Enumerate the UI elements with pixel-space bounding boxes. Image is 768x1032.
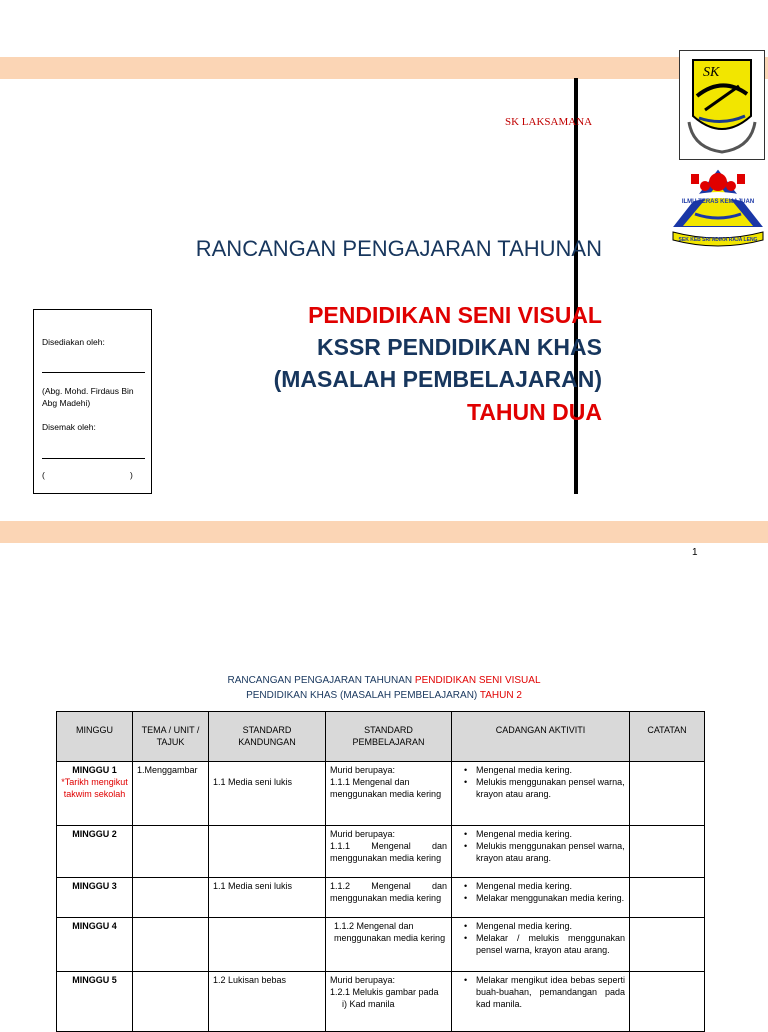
school-name: SK LAKSAMANA bbox=[505, 116, 593, 128]
activity-cell bbox=[452, 878, 630, 918]
activity-item: • Mengenal media kering. bbox=[476, 920, 625, 932]
content-standard-cell bbox=[209, 826, 326, 878]
content-standard-cell: 1.1 Media seni lukis bbox=[209, 878, 326, 918]
prepared-by-label: Disediakan oleh: bbox=[42, 337, 105, 347]
activity-cell bbox=[452, 918, 630, 972]
week-cell bbox=[57, 762, 133, 826]
week-cell: MINGGU 2 bbox=[57, 826, 133, 878]
activity-item: • Mengenal media kering. bbox=[476, 880, 625, 892]
crest-banner-text: ILMU TERAS KEMAJUAN bbox=[681, 199, 755, 205]
week-cell: MINGGU 4 bbox=[57, 918, 133, 972]
header-tema: TEMA / UNIT / TAJUK bbox=[133, 712, 209, 762]
document-title: RANCANGAN PENGAJARAN TAHUNAN bbox=[195, 236, 602, 261]
page-number: 1 bbox=[692, 547, 698, 558]
school-crest-icon bbox=[669, 166, 767, 248]
top-decorative-band bbox=[0, 57, 768, 79]
week-cell: MINGGU 3 bbox=[57, 878, 133, 918]
table-row bbox=[57, 878, 705, 918]
learning-standard-cell: 1.1.2 Mengenal dan menggunakan media kering bbox=[326, 878, 452, 918]
week-cell: MINGGU 5 bbox=[57, 972, 133, 1032]
theme-cell: 1.Menggambar bbox=[133, 762, 209, 826]
table-header-row bbox=[57, 712, 705, 762]
content-standard-cell bbox=[209, 918, 326, 972]
theme-cell bbox=[133, 972, 209, 1032]
learning-item: 1.2.1 Melukis gambar pada bbox=[330, 987, 439, 997]
learning-standard-cell: 1.1.2 Mengenal dan menggunakan media kering bbox=[326, 918, 452, 972]
school-logo-emblem-icon bbox=[687, 56, 757, 154]
section-title bbox=[0, 673, 768, 703]
notes-cell bbox=[630, 918, 705, 972]
signature-line-checker bbox=[42, 458, 145, 459]
table-row bbox=[57, 918, 705, 972]
activity-cell bbox=[452, 826, 630, 878]
subject-line-4: TAHUN DUA bbox=[466, 399, 602, 425]
preparer-box bbox=[33, 309, 152, 494]
header-standard-pembelajaran: STANDARD PEMBELAJARAN bbox=[326, 712, 452, 762]
notes-cell bbox=[630, 878, 705, 918]
logo-text: SK bbox=[703, 65, 720, 80]
notes-cell bbox=[630, 762, 705, 826]
header-catatan: CATATAN bbox=[630, 712, 705, 762]
subject-line-1: PENDIDIKAN SENI VISUAL bbox=[308, 302, 602, 328]
learning-subitem: i) Kad manila bbox=[342, 999, 395, 1009]
signature-line-preparer bbox=[42, 372, 145, 373]
header-cadangan-aktiviti: CADANGAN AKTIVITI bbox=[452, 712, 630, 762]
section-title-line2-b: TAHUN 2 bbox=[479, 690, 522, 701]
checker-open-paren: ( bbox=[42, 470, 45, 480]
content-standard-cell: 1.2 Lukisan bebas bbox=[209, 972, 326, 1032]
activity-item: • Melakar mengikut idea bebas seperti buah-buahan, pemandangan pada kad manila. bbox=[476, 974, 625, 1010]
table-row bbox=[57, 826, 705, 878]
learning-item: 1.1.1 Mengenal dan menggunakan media kering bbox=[330, 841, 447, 863]
activity-item: • Melukis menggunakan pensel warna, krayon atau arang. bbox=[476, 776, 625, 800]
school-crest bbox=[669, 166, 767, 253]
learning-standard-cell bbox=[326, 762, 452, 826]
activity-cell bbox=[452, 972, 630, 1032]
crest-ribbon-text: SEK KEB SRI ADIKA RAJA LENG bbox=[678, 237, 758, 243]
theme-cell bbox=[133, 878, 209, 918]
week-label: MINGGU 1 bbox=[72, 765, 117, 775]
activity-item: • Melukis menggunakan pensel warna, krayon atau arang. bbox=[476, 840, 625, 864]
learning-item: 1.1.1 Mengenal dan menggunakan media kering bbox=[330, 777, 442, 799]
subject-line-3: (MASALAH PEMBELAJARAN) bbox=[273, 366, 602, 392]
table-row bbox=[57, 762, 705, 826]
content-standard-cell: 1.1 Media seni lukis bbox=[209, 762, 326, 826]
header-standard-kandungan: STANDARD KANDUNGAN bbox=[209, 712, 326, 762]
section-title-line2-a: PENDIDIKAN KHAS (MASALAH PEMBELAJARAN) bbox=[246, 690, 478, 701]
activity-item: • Melakar menggunakan media kering. bbox=[476, 892, 625, 904]
section-title-line1-b: PENDIDIKAN SENI VISUAL bbox=[414, 675, 541, 686]
learning-intro: Murid berupaya: bbox=[330, 765, 396, 775]
vertical-divider bbox=[574, 78, 578, 494]
plan-table bbox=[56, 711, 705, 1032]
notes-cell bbox=[630, 972, 705, 1032]
theme-cell bbox=[133, 826, 209, 878]
week-note: *Tarikh mengikut takwim sekolah bbox=[61, 777, 128, 799]
learning-standard-cell bbox=[326, 972, 452, 1032]
activity-item: • Melakar / melukis menggunakan pensel warna, krayon atau arang. bbox=[476, 932, 625, 956]
activity-item: • Mengenal media kering. bbox=[476, 764, 625, 776]
preparer-name-line-2: Abg Madehi) bbox=[42, 398, 91, 408]
notes-cell bbox=[630, 826, 705, 878]
activity-cell bbox=[452, 762, 630, 826]
table-row bbox=[57, 972, 705, 1032]
header-minggu: MINGGU bbox=[57, 712, 133, 762]
school-logo bbox=[679, 50, 765, 160]
preparer-name-line-1: (Abg. Mohd. Firdaus Bin bbox=[42, 386, 134, 396]
checker-close-paren: ) bbox=[130, 470, 133, 480]
activity-item: • Mengenal media kering. bbox=[476, 828, 625, 840]
checked-by-label: Disemak oleh: bbox=[42, 422, 96, 432]
theme-cell bbox=[133, 918, 209, 972]
section-title-line1-a: RANCANGAN PENGAJARAN TAHUNAN bbox=[227, 675, 413, 686]
learning-intro: Murid berupaya: bbox=[330, 975, 396, 985]
subject-line-2: KSSR PENDIDIKAN KHAS bbox=[317, 334, 602, 360]
bottom-decorative-band bbox=[0, 521, 768, 543]
learning-intro: Murid berupaya: bbox=[330, 829, 396, 839]
learning-standard-cell bbox=[326, 826, 452, 878]
